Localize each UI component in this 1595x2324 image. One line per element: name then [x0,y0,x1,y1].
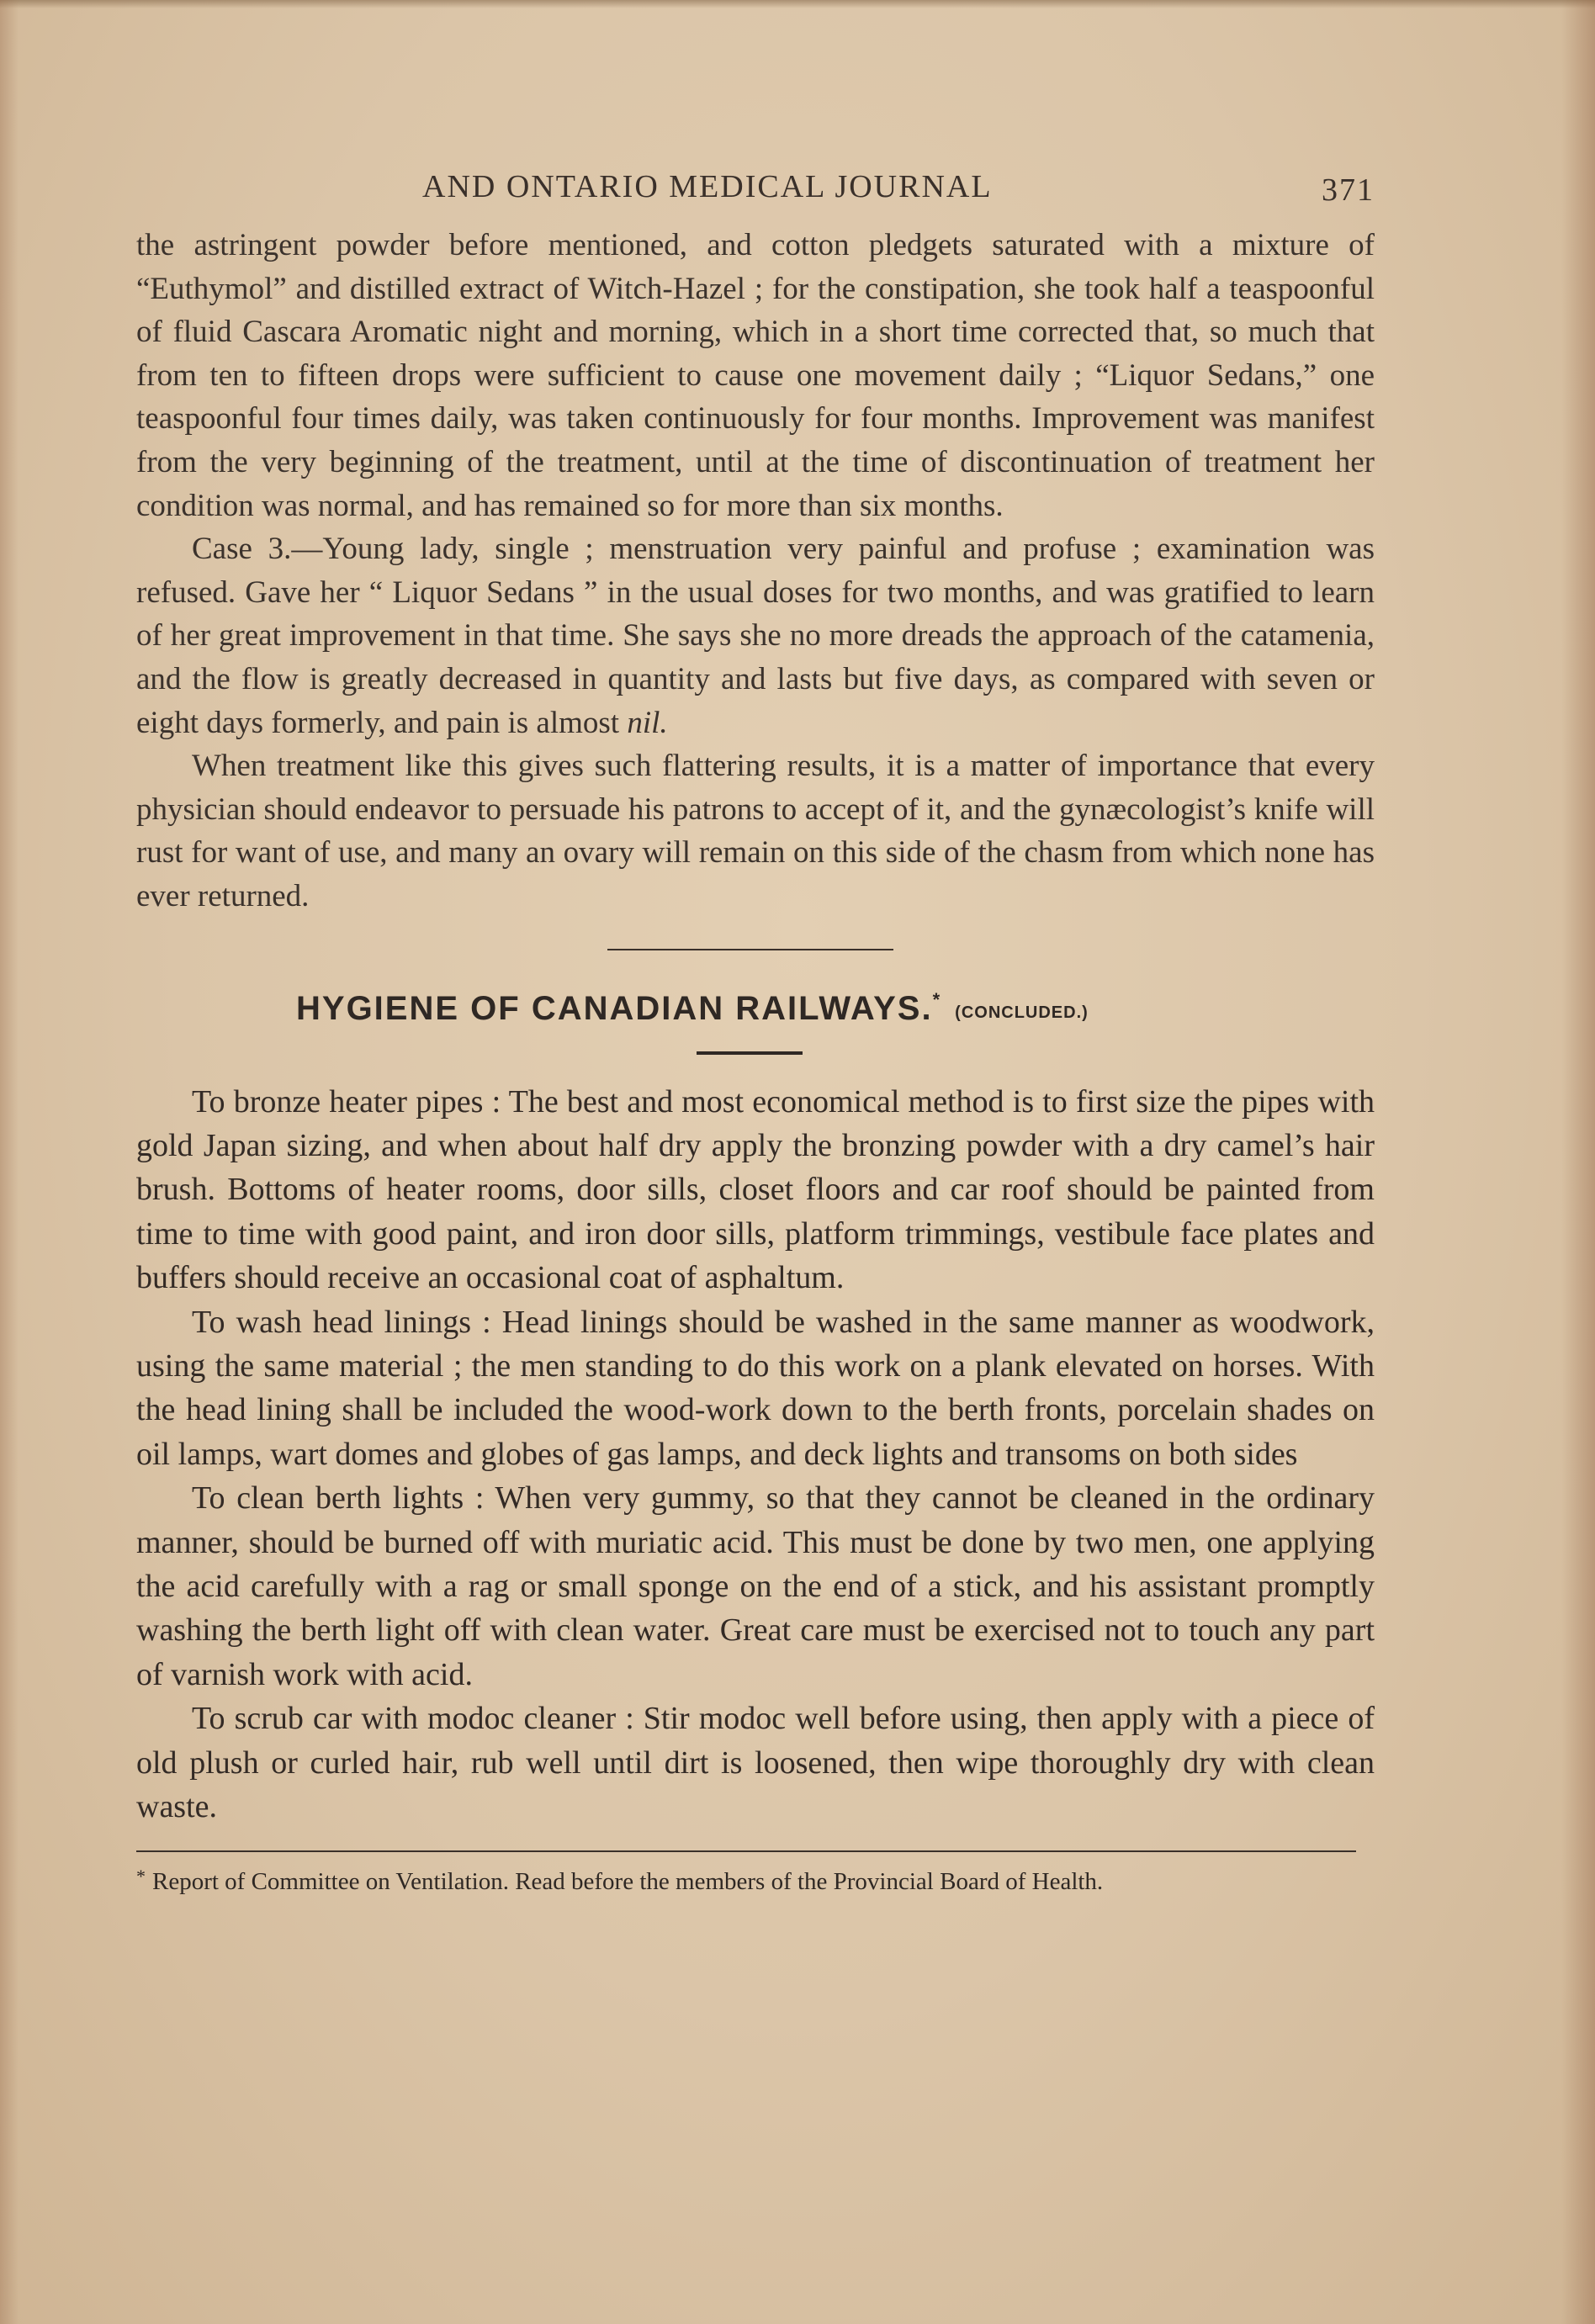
page-top-shadow [0,0,1595,8]
paragraph-bronze-heater-pipes: To bronze heater pipes : The best and most economical method is to first size the pipes with gold Japan sizing, and when about half dry apply the bronzing powder with a dry camel’s hair brush. Bottoms of heater rooms, door sills, closet floors and car roof should be painted from time to time with good paint, and iron door sills, platform trimmings, vestibule face plates and buffers should receive an occasional coat of asphaltum. [136,1083,1375,1296]
page-right-shadow [1561,0,1595,2324]
italic-nil: nil. [627,705,668,740]
paragraph: the astringent powder before mentioned, and cotton pledgets saturated with a mixture of “Euthymol” and distilled extract of Witch-Hazel ; for the constipation, she took half a teaspoonful of fluid Cascara Aromatic night and morning, which in a short time corrected that, so much that from ten to fifteen drops were sufficient to cause one movement daily ; “Liquor Sedans,” one teaspoonful four times daily, was taken continuously for four months. Improvement was manifest from the very beginning of the treatment, until at the time of discontinuation of treatment her condition was normal, and has remained so for more than six months. [136,228,1375,523]
footnote [136,1866,1375,1896]
journal-title: AND ONTARIO MEDICAL JOURNAL [422,169,993,204]
paragraph-clean-berth-lights: To clean berth lights : When very gummy, so that they cannot be cleaned in the ordinary manner, should be burned off with muriatic acid. This must be done by two men, one applying the acid carefully with a rag or small sponge on the end of a stick, and his assistant promptly washing the berth light off with clean water. Great care must be exercised not to touch any part of varnish work with acid. [136,1480,1375,1692]
railways-article [136,1080,1375,1829]
paragraph: When treatment like this gives such flattering results, it is a matter of importance that every physician should endeavor to persuade his patrons to accept of it, and the gynæcologist’s knife will rust for want of use, and many an ovary will remain on this side of the chasm from which none has ever returned. [136,749,1375,913]
case-3-text: Case 3.—Young lady, single ; menstruation very painful and profuse ; examination was refused. Gave her “ Liquor Sedans ” in the usual doses for two months, and was gratified to learn of her great improvement in that time. She says she no more dreads the approach of the catamenia, and the flow is greatly decreased in quantity and lasts but five days, as compared with seven or eight days formerly, and pain is almost [136,532,1375,740]
heading-underline [697,1051,803,1055]
footnote-rule [136,1850,1356,1852]
footnote-marker: * [932,988,942,1010]
paragraph-wash-head-linings: To wash head linings : Head linings should be washed in the same manner as woodwork, using the same material ; the men standing to do this work on a plank elevated on horses. With the head lining shall be included the wood-work down to the berth fronts, porcelain shades on oil lamps, wart domes and globes of gas lamps, and deck lights and transoms on both sides [136,1304,1375,1472]
page-number: 371 [1322,172,1375,208]
paragraph-case-3 [136,527,1375,744]
section-heading [296,989,1375,1028]
footnote-mark: * [136,1866,146,1887]
section-divider [607,949,893,950]
running-head [136,160,1375,219]
footnote-text: Report of Committee on Ventilation. Read before the members of the Provincial Board of Health. [152,1868,1104,1896]
page-content [136,160,1375,1896]
section-suffix: (CONCLUDED.) [955,1003,1089,1022]
section-title: HYGIENE OF CANADIAN RAILWAYS. [296,989,933,1027]
continued-article [136,224,1375,918]
page-left-shadow [0,0,19,2324]
paragraph-scrub-car: To scrub car with modoc cleaner : Stir modoc well before using, then apply with a piece of old plush or curled hair, rub well until dirt is loosened, then wipe thoroughly dry with clean waste. [136,1701,1375,1824]
